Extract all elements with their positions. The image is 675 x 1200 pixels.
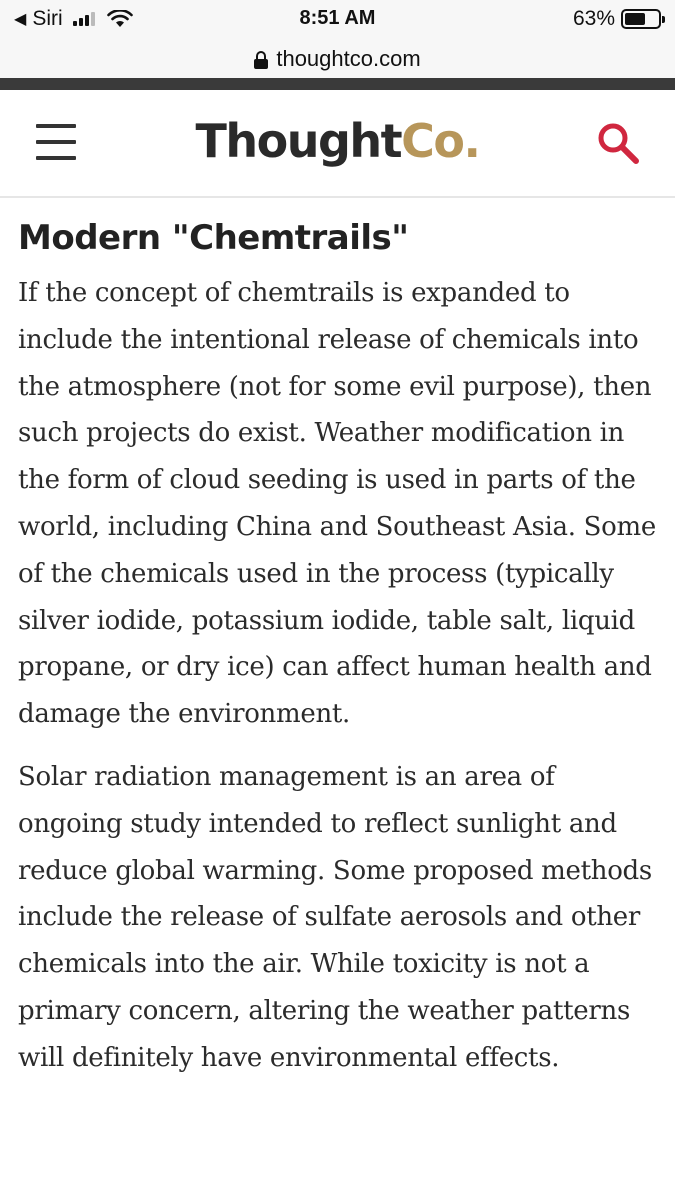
site-header <box>0 90 675 198</box>
url-text[interactable]: thoughtco.com <box>276 46 421 71</box>
clock: 8:51 AM <box>299 7 376 29</box>
search-icon[interactable] <box>595 120 641 166</box>
address-bar[interactable] <box>0 38 675 80</box>
status-right <box>573 7 661 31</box>
back-app-label[interactable]: Siri <box>32 7 63 30</box>
battery-percent: 63% <box>572 7 615 30</box>
logo-main-text: Thought <box>195 114 402 168</box>
status-bar <box>0 0 675 38</box>
battery-level-fill <box>625 13 645 25</box>
lock-icon <box>254 51 268 69</box>
back-arrow-icon[interactable]: ◀ <box>14 11 27 28</box>
section-heading: Modern "Chemtrails" <box>18 218 409 258</box>
logo-accent-text: Co. <box>401 114 480 168</box>
site-logo[interactable] <box>0 114 675 168</box>
article-paragraph: If the concept of chemtrails is expanded to include the intentional release of chemicals into the atmosphere (not for some evil purpose), then such projects do exist. Weather modification in the form of cloud seeding is used in parts of the world, including China and Southeast Asia. Some of the chemicals used in the process (typically silver iodide, potassium iodide, table salt, liquid propane, or dry ice) can affect human health and damage the environment. <box>18 278 656 730</box>
article-body <box>18 198 658 1082</box>
page-edge-strip <box>0 78 675 90</box>
battery-icon <box>621 9 661 29</box>
article-paragraph: Solar radiation management is an area of ongoing study intended to reflect sunlight and reduce global warming. Some proposed methods include the release of sulfate aerosols and other chemicals into the air. While toxicity is not a primary concern, altering the weather patterns will definitely have environmental effects. <box>18 761 652 1073</box>
